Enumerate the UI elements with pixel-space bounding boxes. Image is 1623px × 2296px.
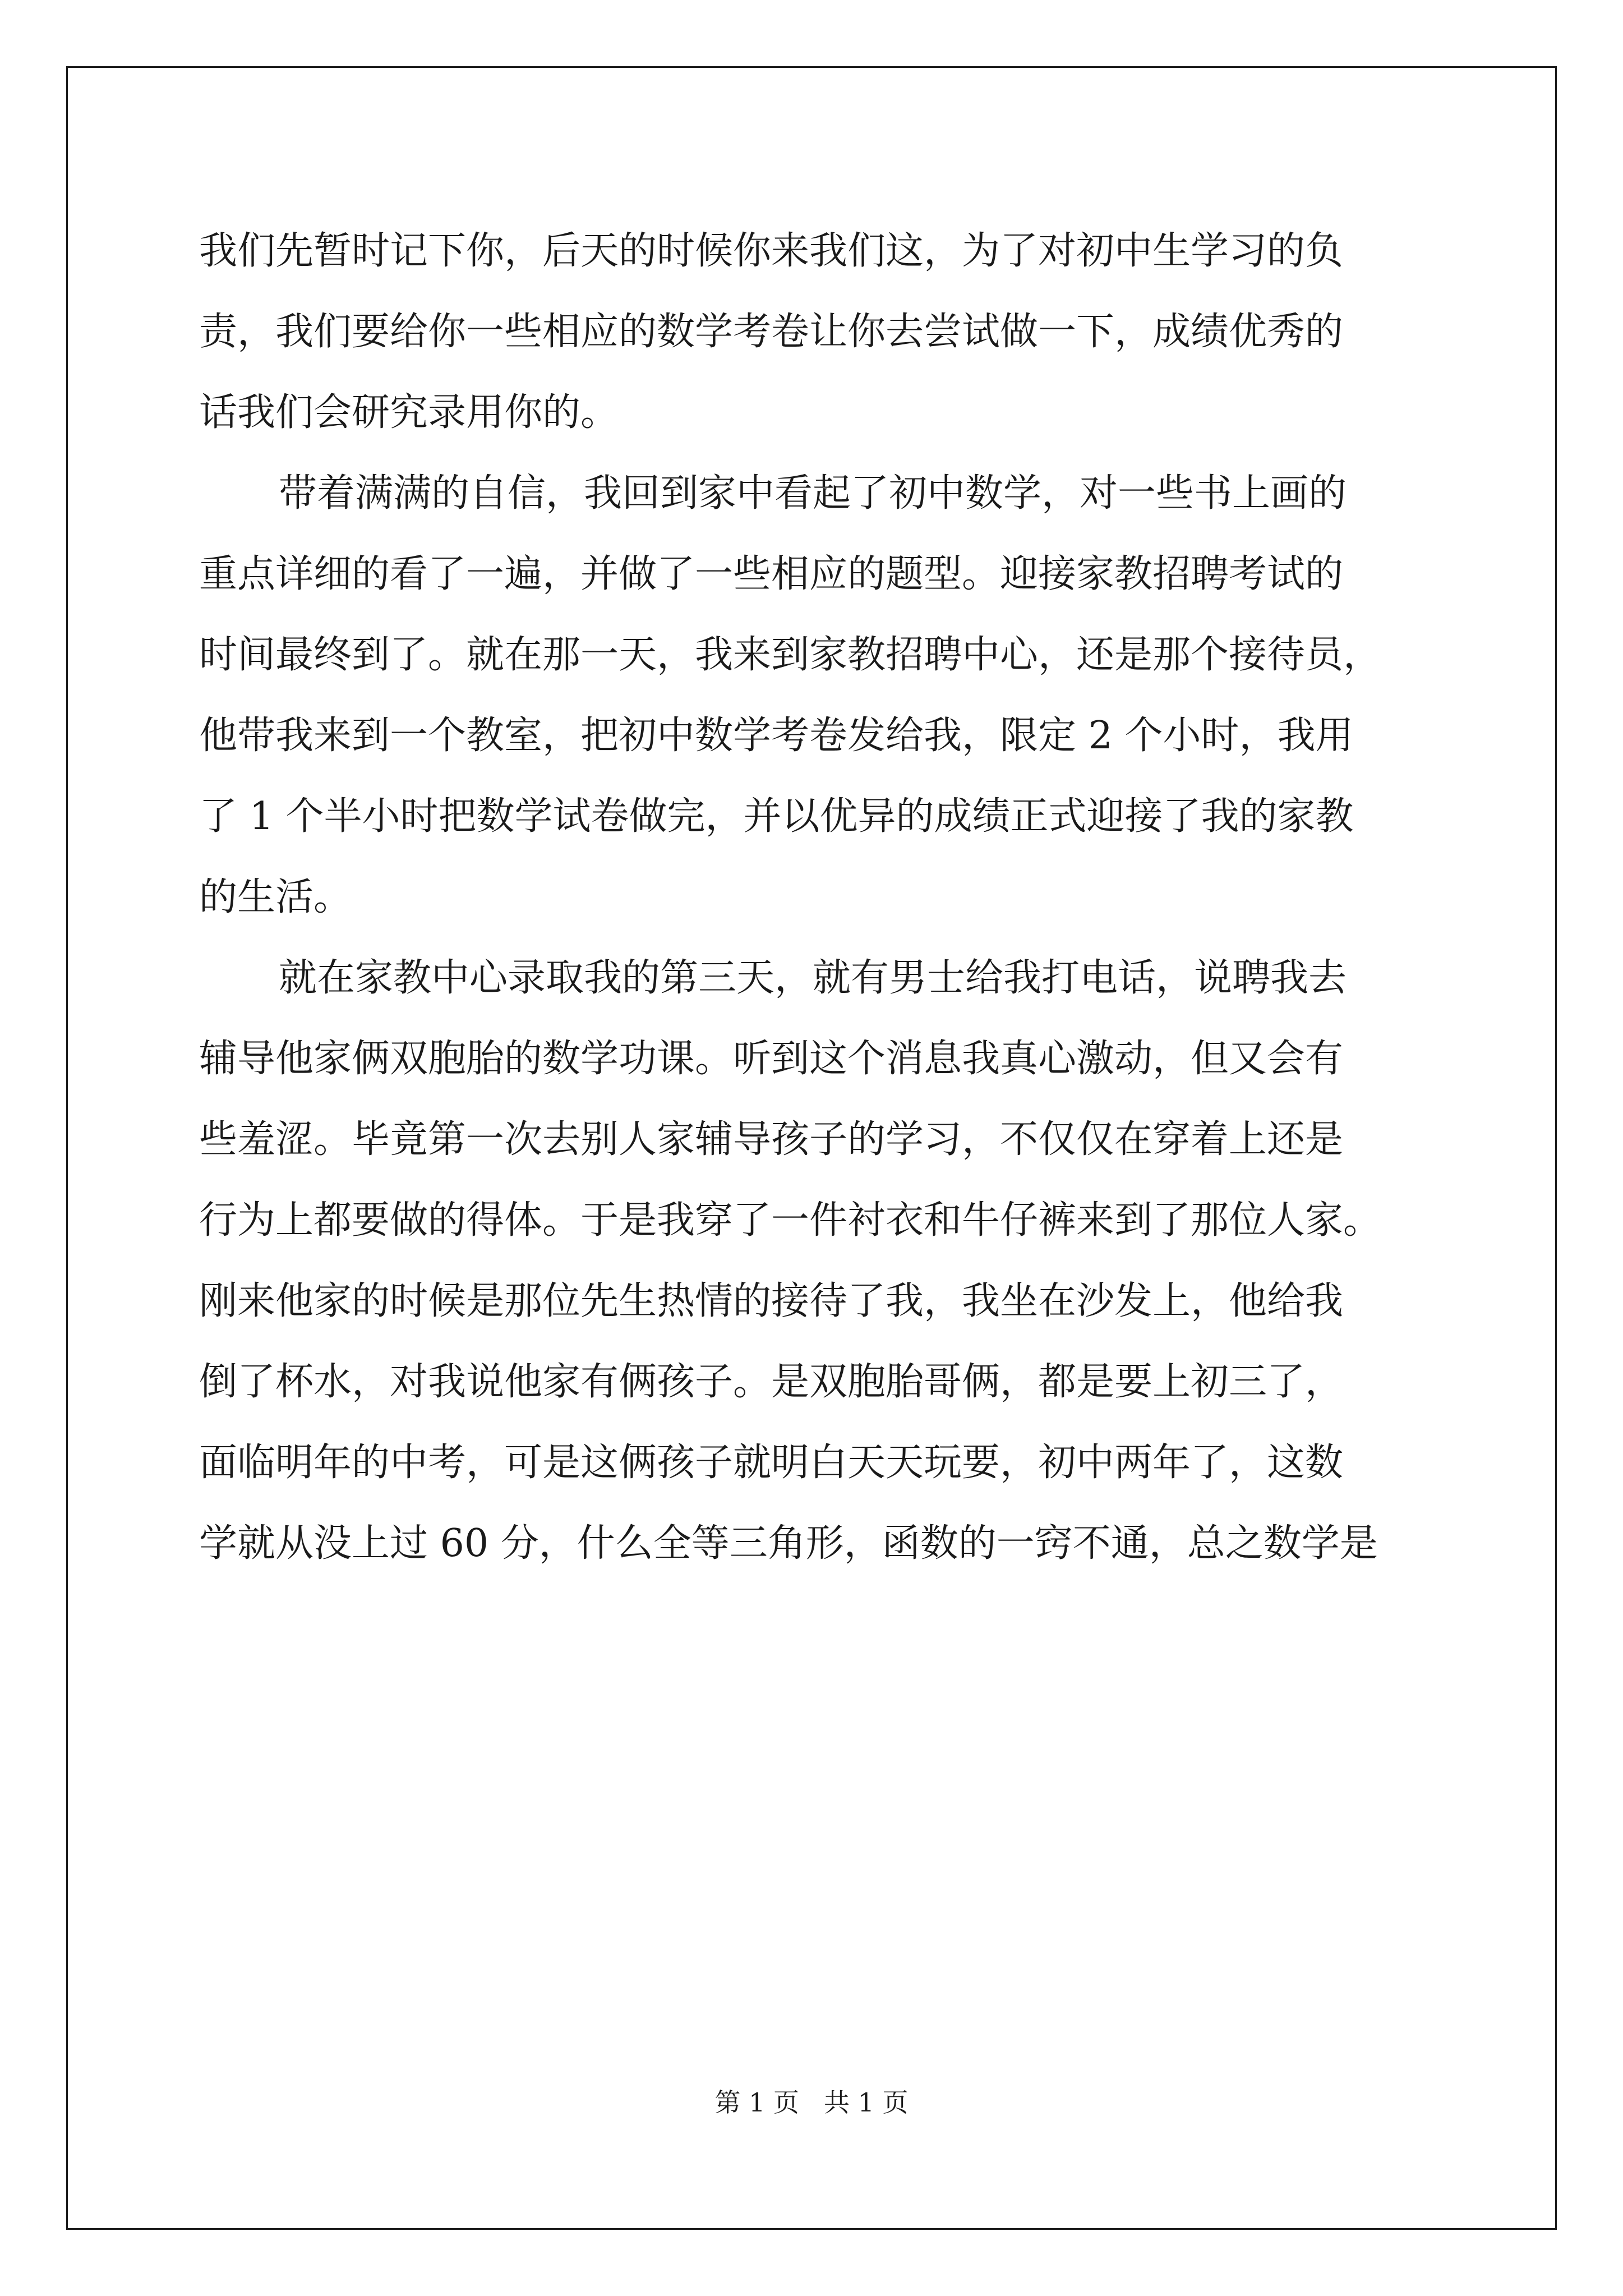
text-line: 了 1 个半小时把数学试卷做完，并以优异的成绩正式迎接了我的家教: [199, 794, 1354, 839]
page-footer: [0, 2086, 1623, 2119]
total-pages: 共 1 页: [824, 2087, 909, 2118]
document-body: [199, 218, 1427, 1591]
paragraph-start-line: 带着满满的自信，我回到家中看起了初中数学，对一些书上画的: [279, 471, 1347, 516]
text-line: 学就从没上过 60 分，什么全等三角形，函数的一窍不通，总之数学是: [199, 1521, 1378, 1566]
text-line: 些羞涩。毕竟第一次去别人家辅导孩子的学习，不仅仅在穿着上还是: [199, 1117, 1344, 1162]
text-line: 他带我来到一个教室，把初中数学考卷发给我，限定 2 个小时，我用: [199, 714, 1354, 758]
text-line: 责，我们要给你一些相应的数学考卷让你去尝试做一下，成绩优秀的: [199, 310, 1344, 354]
text-line: 面临明年的中考，可是这俩孩子就明白天天玩要，初中两年了，这数: [199, 1441, 1344, 1485]
text-line: 的生活。: [199, 875, 352, 919]
page-number: 第 1 页: [714, 2087, 799, 2118]
text-line: 倒了杯水，对我说他家有俩孩子。是双胞胎哥俩，都是要上初三了，: [199, 1360, 1344, 1404]
text-line: 我们先暂时记下你，后天的时候你来我们这，为了对初中生学习的负: [199, 229, 1344, 273]
text-line: 辅导他家俩双胞胎的数学功课。听到这个消息我真心激动，但又会有: [199, 1037, 1344, 1081]
text-line: 重点详细的看了一遍，并做了一些相应的题型。迎接家教招聘考试的: [199, 552, 1344, 596]
text-line: 时间最终到了。就在那一天，我来到家教招聘中心，还是那个接待员，: [199, 633, 1382, 677]
text-line: 刚来他家的时候是那位先生热情的接待了我，我坐在沙发上，他给我: [199, 1279, 1344, 1323]
paragraph-start-line: 就在家教中心录取我的第三天，就有男士给我打电话，说聘我去: [279, 956, 1347, 1000]
text-line: 话我们会研究录用你的。: [199, 390, 619, 435]
text-line: 行为上都要做的得体。于是我穿了一件衬衣和牛仔裤来到了那位人家。: [199, 1198, 1382, 1243]
